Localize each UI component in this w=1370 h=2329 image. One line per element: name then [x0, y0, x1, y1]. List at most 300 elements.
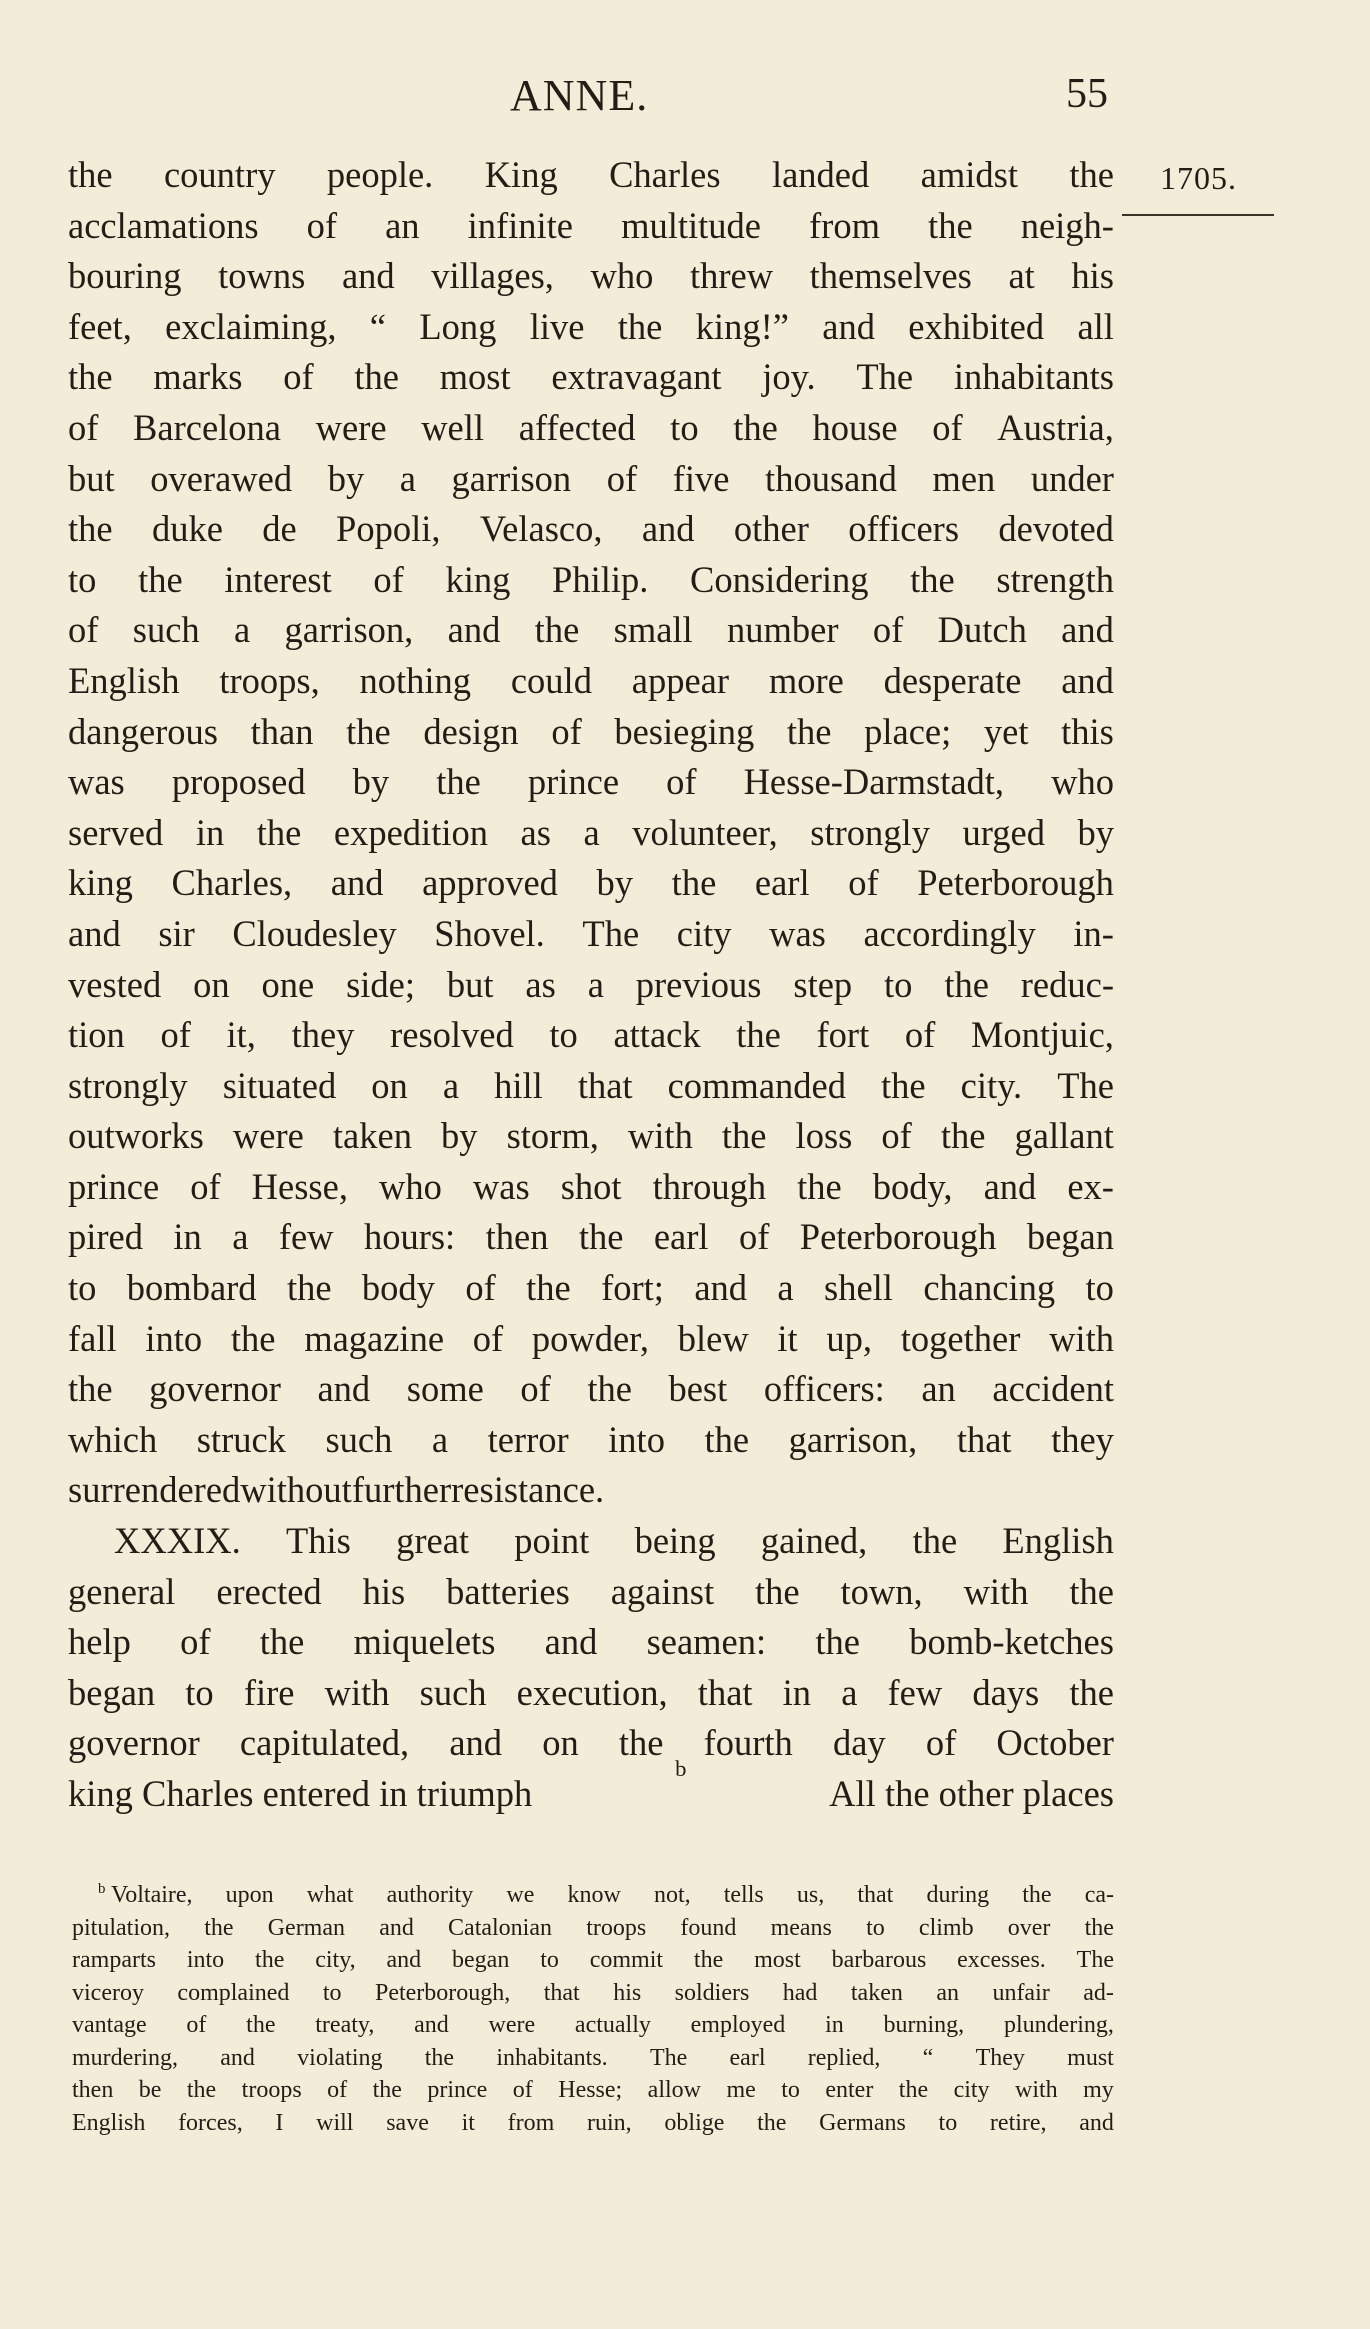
word: the [1069, 1671, 1114, 1713]
word: will [316, 2109, 354, 2136]
word: that [697, 1671, 753, 1713]
word: German [267, 1914, 345, 1941]
word: the [910, 558, 955, 600]
word: such [132, 609, 200, 651]
word: fall [68, 1317, 117, 1359]
word: Austria, [997, 406, 1114, 448]
body-line [68, 1010, 1114, 1061]
word: taken [850, 1979, 903, 2006]
word: surrendered [68, 1469, 241, 1511]
word: the [436, 761, 481, 803]
word: the [733, 406, 778, 448]
word: by [596, 862, 634, 904]
word: by [327, 457, 365, 499]
word: urged [962, 811, 1045, 853]
word: resistance. [451, 1469, 605, 1511]
body-line [68, 1364, 1114, 1415]
word: to [781, 2077, 800, 2103]
word: Philip. [552, 558, 649, 600]
word: infinite [467, 204, 573, 246]
word: extravagant [551, 356, 722, 398]
footnote-line [72, 1879, 1114, 1912]
main-text [68, 150, 1114, 1820]
word: through [652, 1165, 767, 1207]
word: sir [158, 912, 195, 954]
word: and [641, 508, 695, 550]
word: of [848, 862, 879, 904]
word: King [484, 154, 558, 195]
word: the [671, 862, 717, 904]
word: seamen: [646, 1621, 767, 1663]
word: the [693, 1947, 724, 1973]
body-line [68, 1111, 1114, 1162]
word: the [354, 356, 399, 398]
word: Velasco, [479, 508, 603, 550]
word: to [322, 1979, 342, 2006]
word: it [777, 1317, 798, 1359]
word: but [68, 457, 115, 499]
word: Peterborough [917, 862, 1114, 904]
word: on [542, 1722, 579, 1764]
word: the [944, 963, 989, 1005]
word: of [327, 2077, 348, 2103]
word: neigh- [1020, 204, 1114, 246]
word: into [186, 1947, 225, 1973]
word: of [925, 1722, 957, 1764]
word: shot [560, 1165, 622, 1207]
word: pired [68, 1216, 143, 1258]
body-line [68, 707, 1114, 758]
word: feet, [68, 305, 132, 347]
body-line [68, 1718, 1114, 1769]
word: the [704, 1418, 750, 1460]
word: duke [151, 508, 223, 550]
word: outworks [68, 1115, 204, 1157]
word: governor [68, 1722, 200, 1764]
word: overawed [150, 457, 293, 499]
word: violating [297, 2044, 383, 2071]
word: few [278, 1216, 334, 1258]
word: prince [527, 761, 620, 803]
word: of [881, 1115, 912, 1157]
body-line [68, 757, 1114, 808]
word: of [180, 1621, 211, 1663]
word: Shovel. [434, 912, 545, 954]
word: the [755, 1570, 800, 1612]
word: an [385, 204, 420, 246]
word: climb [918, 1914, 974, 1941]
word: barbarous [831, 1947, 927, 1973]
word: $^b$ Voltaire, [98, 1881, 193, 1908]
word: but [446, 963, 494, 1005]
word: accordingly [863, 912, 1036, 954]
word: multitude [621, 204, 761, 246]
word: to [670, 406, 699, 448]
word: plundering, [1003, 2012, 1114, 2038]
word: exhibited [908, 305, 1045, 347]
word: taken [332, 1115, 412, 1157]
word: together [900, 1317, 1021, 1359]
body-line [68, 1314, 1114, 1365]
word: dangerous [68, 710, 219, 752]
word: great [396, 1520, 470, 1562]
word: and [1061, 659, 1114, 701]
word: vantage [72, 2012, 147, 2038]
word: chancing [923, 1267, 1056, 1309]
word: and [449, 1722, 503, 1764]
word: his [1071, 255, 1114, 297]
word: up, [826, 1317, 873, 1359]
word: in [173, 1216, 202, 1258]
word: that [857, 1882, 894, 1908]
word: bomb-ketches [909, 1621, 1114, 1663]
word: found [680, 1914, 737, 1941]
word: days [972, 1671, 1040, 1713]
word: Peterborough, [374, 1979, 511, 2006]
word: an [921, 1368, 956, 1410]
body-line [68, 1263, 1114, 1314]
word: being [634, 1520, 716, 1562]
word: into [145, 1317, 203, 1359]
word: who [1051, 761, 1114, 803]
word: landed [771, 154, 870, 195]
word: of [512, 2077, 533, 2103]
word: as [520, 811, 551, 853]
word: execution, [516, 1671, 668, 1713]
footnote-line [72, 2107, 1114, 2140]
word: it [461, 2109, 475, 2136]
footnote-line [72, 2009, 1114, 2042]
word: excesses. [957, 1947, 1046, 1973]
word: and [447, 609, 501, 651]
word: the [68, 508, 113, 550]
word: ex- [1067, 1165, 1114, 1207]
word: to [68, 1267, 97, 1309]
word: were [488, 2012, 536, 2038]
word: employed [690, 2012, 786, 2038]
footnote-line [72, 1944, 1114, 1977]
word: Charles, [171, 862, 293, 904]
word: of [465, 1267, 496, 1309]
word: one [261, 963, 315, 1005]
word: towns [218, 255, 306, 297]
word: a [234, 609, 251, 651]
word: garrison, [788, 1418, 918, 1460]
body-line [68, 1415, 1114, 1466]
word: in [782, 1671, 812, 1713]
body-text: All the other places [829, 1773, 1114, 1814]
word: unfair [992, 1979, 1050, 2006]
footnote-marker: b [98, 1881, 106, 1897]
word: a [431, 1418, 449, 1460]
margin-rule [1122, 214, 1274, 216]
word: the [757, 2109, 787, 2136]
body-line [68, 1465, 1114, 1516]
word: means [770, 1914, 832, 1941]
word: save [386, 2109, 429, 2136]
word: number [727, 609, 839, 651]
word: to [68, 558, 97, 600]
word: fort [816, 1014, 870, 1056]
word: in- [1073, 912, 1114, 954]
word: and [341, 255, 395, 297]
word: king [68, 862, 133, 904]
word: the [1022, 1882, 1052, 1908]
word: who [590, 255, 654, 297]
word: volunteer, [632, 811, 778, 853]
word: on [193, 963, 230, 1005]
word: Barcelona [133, 406, 281, 448]
word: affected [518, 406, 636, 448]
word: appear [631, 659, 730, 701]
word: place; [864, 710, 952, 752]
word: Dutch [937, 609, 1027, 651]
word: and [1061, 609, 1114, 651]
word: ad- [1083, 1979, 1114, 2006]
word: inhabitants [953, 356, 1114, 398]
word: house [812, 406, 898, 448]
word: body [361, 1267, 435, 1309]
word: the [246, 2012, 276, 2038]
word: king!” [695, 305, 789, 347]
word: few [887, 1671, 943, 1713]
word: had [782, 1979, 818, 2006]
word: burning, [883, 2012, 965, 2038]
word: devoted [998, 508, 1114, 550]
word: of [283, 356, 314, 398]
word: was [769, 912, 826, 954]
word: to [549, 1014, 578, 1056]
word: of [738, 1216, 770, 1258]
word: we [506, 1882, 535, 1908]
body-line [68, 555, 1114, 606]
word: live [529, 305, 585, 347]
word: forces, [178, 2109, 243, 2136]
word: best [668, 1368, 728, 1410]
word: marks [153, 356, 243, 398]
word: hours: [363, 1216, 456, 1258]
word: the [346, 710, 391, 752]
word: from [809, 204, 880, 246]
word: day [832, 1722, 886, 1764]
word: bombard [126, 1267, 257, 1309]
word: resolved [390, 1014, 514, 1056]
word: erected [216, 1570, 322, 1612]
word: the [928, 204, 973, 246]
word: of [551, 710, 582, 752]
word: struck [196, 1418, 286, 1460]
word: his [613, 1979, 642, 2006]
word: commit [589, 1947, 664, 1973]
word: enter [825, 2077, 874, 2103]
word: small [613, 609, 693, 651]
word: all [1077, 305, 1114, 347]
word: and [68, 912, 121, 954]
word: Charles [609, 154, 721, 195]
word: the [721, 1115, 767, 1157]
word: my [1083, 2077, 1114, 2103]
word: soldiers [674, 1979, 750, 2006]
word: proposed [171, 761, 306, 803]
word: the [286, 1267, 332, 1309]
word: and [330, 862, 384, 904]
word: with [1049, 1317, 1114, 1359]
word: ruin, [587, 2109, 632, 2136]
word: hill [494, 1064, 543, 1106]
body-line [68, 808, 1114, 859]
word: people. [326, 154, 434, 195]
word: acclamations [68, 204, 259, 246]
word: was [472, 1165, 530, 1207]
word: of [68, 609, 99, 651]
word: the [526, 1267, 571, 1309]
word: of [904, 1014, 936, 1056]
body-line [68, 454, 1114, 505]
word: could [510, 659, 592, 701]
word: most [754, 1947, 801, 1973]
word: help [68, 1621, 131, 1663]
word: they [291, 1014, 355, 1056]
word: by [441, 1115, 478, 1157]
word: and [983, 1165, 1037, 1207]
word: “ [922, 2044, 934, 2071]
word: well [421, 406, 485, 448]
word: at [1008, 255, 1035, 297]
word: authority [386, 1882, 474, 1908]
word: such [325, 1418, 393, 1460]
footnote-line [72, 1912, 1114, 1945]
word: Cloudesley [232, 912, 397, 954]
word: men [932, 457, 996, 499]
word: villages, [431, 255, 554, 297]
word: design [423, 710, 519, 752]
word: and [414, 2012, 449, 2038]
word: the [138, 558, 183, 600]
word: viceroy [72, 1979, 144, 2006]
word: This [285, 1520, 351, 1562]
word: than [250, 710, 314, 752]
word: were [232, 1115, 304, 1157]
word: the [68, 1368, 113, 1410]
word: approved [422, 862, 558, 904]
word: against [610, 1570, 715, 1612]
word: without [240, 1469, 352, 1511]
word: Hesse, [251, 1165, 348, 1207]
word: oblige [664, 2109, 725, 2136]
word: prince [68, 1165, 160, 1207]
footnotes [72, 1879, 1114, 2139]
word: the [186, 2077, 217, 2103]
word: shell [824, 1267, 893, 1309]
body-line [68, 1668, 1114, 1719]
word: treaty, [315, 2012, 375, 2038]
word: that [543, 1979, 580, 2006]
word: thousand [765, 457, 897, 499]
footnote-line [72, 2074, 1114, 2107]
body-line [68, 1617, 1114, 1668]
word: English [1002, 1520, 1114, 1562]
word: expedition [333, 811, 488, 853]
word: that [956, 1418, 1012, 1460]
word: yet [983, 710, 1029, 752]
word: then [72, 2077, 114, 2103]
body-line [68, 150, 1114, 201]
word: gallant [1014, 1115, 1114, 1157]
word: reduc- [1020, 963, 1114, 1005]
word: a [777, 1267, 794, 1309]
word: and [1079, 2109, 1114, 2136]
word: with [324, 1671, 390, 1713]
word: and [386, 1947, 422, 1973]
word: desperate [883, 659, 1022, 701]
word: exclaiming, [165, 305, 337, 347]
word: replied, [807, 2044, 881, 2071]
word: in [825, 2012, 844, 2038]
word: of [186, 2012, 207, 2038]
body-line [68, 656, 1114, 707]
word: the [424, 2044, 455, 2071]
word: what [306, 1882, 354, 1908]
word: some [406, 1368, 484, 1410]
body-line [68, 352, 1114, 403]
word: The [649, 2044, 688, 2071]
body-line-with-note [68, 1756, 1114, 1820]
word: garrison, [284, 609, 414, 651]
word: and [544, 1621, 598, 1663]
word: blew [677, 1317, 749, 1359]
word: the [259, 1621, 305, 1663]
word: the [881, 1064, 926, 1106]
body-line [68, 858, 1114, 909]
word: to [540, 1947, 559, 1973]
word: the [940, 1115, 986, 1157]
word: it, [226, 1014, 256, 1056]
word: interest [224, 558, 332, 600]
body-line [68, 909, 1114, 960]
word: a [841, 1671, 858, 1713]
word: retire, [989, 2109, 1047, 2136]
word: fire [243, 1671, 295, 1713]
word: more [768, 659, 844, 701]
word: prince [427, 2077, 488, 2103]
word: his [362, 1570, 406, 1612]
word: of [190, 1165, 221, 1207]
word: began [1026, 1216, 1114, 1258]
word: The [582, 912, 640, 954]
word: to [866, 1914, 885, 1941]
word: besieging [614, 710, 755, 752]
word: a [442, 1064, 460, 1106]
word: of [68, 406, 99, 448]
word: Germans [819, 2109, 906, 2136]
word: attack [613, 1014, 701, 1056]
word: a [583, 811, 600, 853]
word: English [72, 2109, 146, 2136]
word: They [975, 2044, 1025, 2071]
word: king [445, 558, 511, 600]
word: by [1077, 811, 1114, 853]
word: of [160, 1014, 191, 1056]
word: The [856, 356, 914, 398]
word: of [606, 457, 638, 499]
word: batteries [446, 1570, 570, 1612]
word: fort; [601, 1267, 664, 1309]
word: governor [149, 1368, 281, 1410]
footnote-reference: b [675, 1756, 687, 1781]
body-line [68, 605, 1114, 656]
word: actually [574, 2012, 651, 2038]
word: powder, [531, 1317, 650, 1359]
